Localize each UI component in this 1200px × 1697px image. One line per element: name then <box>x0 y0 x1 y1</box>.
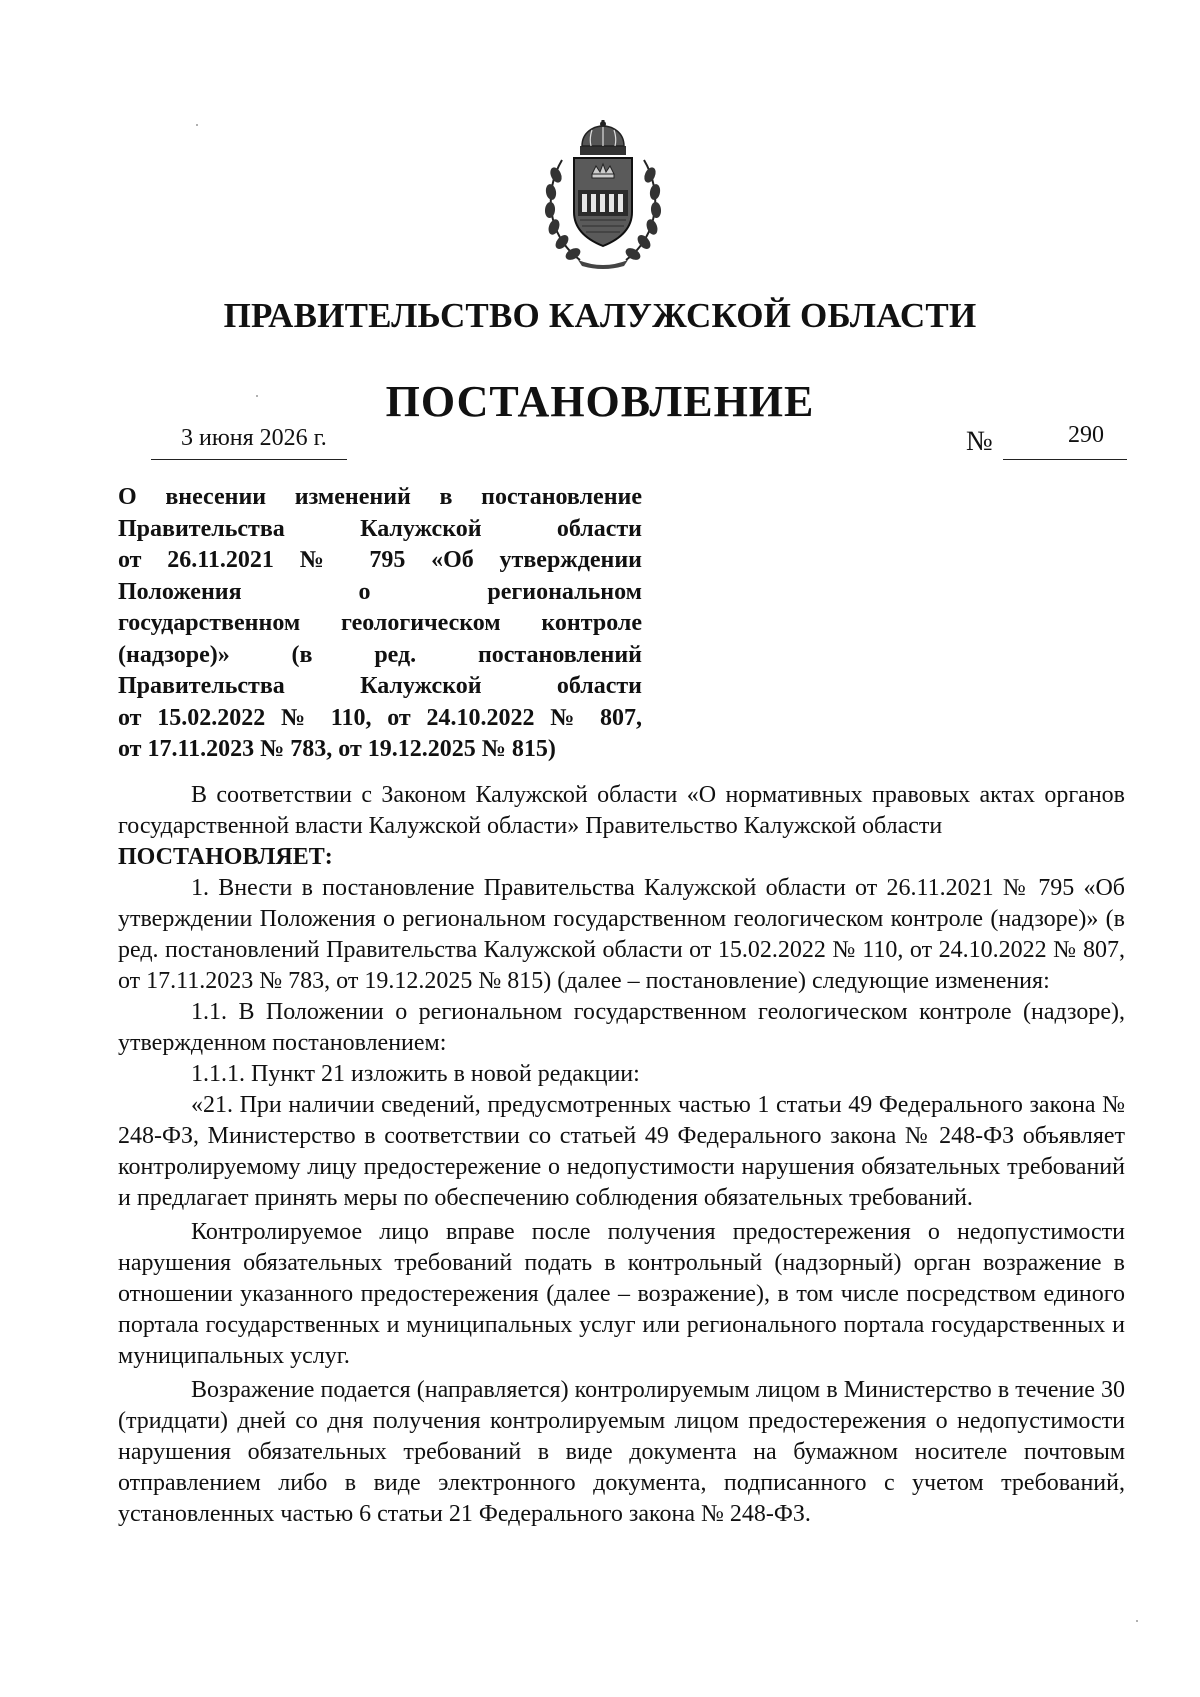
subject-line: государственном геологическом контроле <box>118 610 642 636</box>
point-21-objection-paragraph: Контролируемое лицо вправе после получения предостережения о недопустимости нарушения обязательных требований подать в контрольный (надзорный) орган возражение в отношении указанного предостережения (далее – возражение), в том числе посредством единого портала государственных и муниципальных услуг или регионального портала государственных и муниципальных услуг. <box>118 1219 1125 1369</box>
scan-speck <box>256 395 258 397</box>
document-body <box>118 780 1125 1530</box>
subject-line: Правительства Калужской области <box>118 515 642 542</box>
organization-title: ПРАВИТЕЛЬСТВО КАЛУЖСКОЙ ОБЛАСТИ <box>223 296 977 335</box>
point-21-filing-paragraph: Возражение подается (направляется) контролируемым лицом в Министерство в течение 30 (тридцати) дней со дня получения контролируемым лицом предостережения о недопустимости нарушения обязательных требований в виде документа на бумажном носителе почтовым отправлением либо в виде электронного документа, подписанного с учетом требований, установленных частью 6 статьи 21 Федерального закона № 248-ФЗ. <box>118 1377 1125 1527</box>
subject-line: (надзоре)» (в ред. постановлений <box>118 641 642 668</box>
coat-of-arms-emblem <box>540 120 666 270</box>
document-subject <box>118 482 642 766</box>
subject-line: Положения о региональном <box>118 578 642 605</box>
subject-line: от 15.02.2022 № 110, от 24.10.2022 № 807, <box>118 704 642 731</box>
subject-line: О внесении изменений в постановление <box>118 484 642 510</box>
number-underline <box>1003 459 1127 460</box>
item-1-paragraph: 1. Внести в постановление Правительства Калужской области от 26.11.2021 № 795 «Об утверждении Положения о региональном государственном геологическом контроле (надзоре)» (в ред. постановлений Правительства Калужской области от 15.02.2022 № 110, от 24.10.2022 № 807, от 17.11.2023 № 783, от 19.12.2025 № 815) (далее – постановление) следующие изменения: <box>118 875 1125 994</box>
subject-line: Правительства Калужской области <box>118 673 642 699</box>
resolves-heading: ПОСТАНОВЛЯЕТ: <box>118 844 333 870</box>
date-underline <box>151 459 347 460</box>
scan-speck <box>1136 1620 1138 1622</box>
document-number-label: № <box>966 426 993 457</box>
item-1-1-paragraph: 1.1. В Положении о региональном государственном геологическом контроле (надзоре), утвержденном постановлением: <box>118 999 1125 1056</box>
preamble-paragraph: В соответствии с Законом Калужской области «О нормативных правовых актах органов государственной власти Калужской области» Правительство Калужской области <box>118 782 1125 839</box>
subject-line: от 26.11.2021 № 795 «Об утверждении <box>118 547 642 573</box>
scan-speck <box>196 124 198 126</box>
point-21-paragraph: «21. При наличии сведений, предусмотренных частью 1 статьи 49 Федерального закона № 248-ФЗ, Министерство в соответствии со статьей 49 Федерального закона № 248-ФЗ объявляет контролируемому лицу предостережение о недопустимости нарушения обязательных требований и предлагает принять меры по обеспечению соблюдения обязательных требований. <box>118 1092 1125 1211</box>
document-type-title: ПОСТАНОВЛЕНИЕ <box>385 377 815 426</box>
subject-line: от 17.11.2023 № 783, от 19.12.2025 № 815) <box>118 736 556 762</box>
document-date: 3 июня 2026 г. <box>181 425 327 451</box>
document-number: 290 <box>1068 422 1104 448</box>
item-1-1-1-paragraph: 1.1.1. Пункт 21 изложить в новой редакции: <box>191 1061 640 1087</box>
